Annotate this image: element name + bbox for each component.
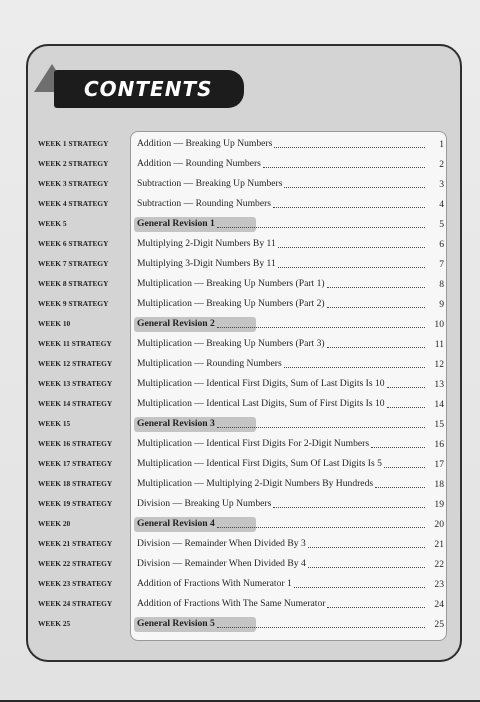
- week-label: [38, 479, 130, 488]
- week-label: [38, 199, 130, 208]
- contents-row: [0, 616, 480, 636]
- topic-title: Subtraction — Breaking Up Numbers: [137, 178, 283, 189]
- week-label: [38, 359, 130, 368]
- week-label: [38, 319, 130, 328]
- page-number: 14: [434, 399, 444, 410]
- page-number: 25: [434, 619, 444, 630]
- contents-row: [0, 356, 480, 376]
- dot-leader: [371, 438, 425, 448]
- week-number: WEEK 1: [38, 139, 67, 148]
- strategy-label: STRATEGY: [68, 159, 109, 168]
- topic-title: Multiplication — Identical First Digits, Sum of Last Digits Is 10: [137, 378, 385, 389]
- dot-leader: [217, 618, 425, 628]
- week-number: WEEK 15: [38, 419, 71, 428]
- page-number: 17: [434, 459, 444, 470]
- week-label: [38, 599, 130, 608]
- page-number: 10: [434, 319, 444, 330]
- page-number: 6: [439, 239, 444, 250]
- contents-row: [0, 336, 480, 356]
- dot-leader: [327, 298, 425, 308]
- dot-leader: [273, 498, 425, 508]
- week-label: [38, 539, 130, 548]
- topic-entry[interactable]: [137, 178, 427, 189]
- week-label: [38, 499, 130, 508]
- dot-leader: [263, 158, 425, 168]
- topic-entry[interactable]: [137, 438, 427, 449]
- week-number: WEEK 5: [38, 219, 67, 228]
- dot-leader: [375, 478, 425, 488]
- week-label: [38, 379, 130, 388]
- topic-entry[interactable]: [137, 318, 427, 329]
- week-number: WEEK 12: [38, 359, 71, 368]
- week-label: [38, 419, 130, 428]
- week-number: WEEK 10: [38, 319, 71, 328]
- strategy-label: STRATEGY: [72, 379, 113, 388]
- dot-leader: [308, 558, 425, 568]
- week-number: WEEK 25: [38, 619, 71, 628]
- week-label: [38, 159, 130, 168]
- contents-row: [0, 576, 480, 596]
- contents-list: [0, 136, 480, 636]
- dot-leader: [384, 458, 425, 468]
- topic-title: General Revision 3: [137, 418, 215, 429]
- topic-title: Division — Breaking Up Numbers: [137, 498, 272, 509]
- week-label: [38, 299, 130, 308]
- contents-row: [0, 236, 480, 256]
- topic-title: Multiplication — Breaking Up Numbers (Part 1): [137, 278, 325, 289]
- week-number: WEEK 23: [38, 579, 71, 588]
- page-number: 13: [434, 379, 444, 390]
- week-label: [38, 339, 130, 348]
- page-number: 9: [439, 299, 444, 310]
- topic-title: Division — Remainder When Divided By 4: [137, 558, 306, 569]
- topic-title: General Revision 1: [137, 218, 215, 229]
- dot-leader: [217, 218, 425, 228]
- week-label: [38, 259, 130, 268]
- week-label: [38, 139, 130, 148]
- page-number: 23: [434, 579, 444, 590]
- topic-entry[interactable]: [137, 238, 427, 249]
- contents-row: [0, 316, 480, 336]
- topic-title: Division — Remainder When Divided By 3: [137, 538, 306, 549]
- dot-leader: [327, 278, 425, 288]
- topic-entry[interactable]: [137, 598, 427, 609]
- topic-entry[interactable]: [137, 618, 427, 629]
- contents-row: [0, 436, 480, 456]
- contents-row: [0, 156, 480, 176]
- topic-entry[interactable]: [137, 478, 427, 489]
- page-number: 20: [434, 519, 444, 530]
- topic-title: Addition — Rounding Numbers: [137, 158, 261, 169]
- topic-title: Addition of Fractions With Numerator 1: [137, 578, 292, 589]
- topic-entry[interactable]: [137, 298, 427, 309]
- dot-leader: [387, 378, 425, 388]
- page-number: 1: [439, 139, 444, 150]
- contents-row: [0, 516, 480, 536]
- strategy-label: STRATEGY: [72, 539, 113, 548]
- contents-header: [34, 60, 214, 112]
- topic-entry[interactable]: [137, 198, 427, 209]
- week-number: WEEK 20: [38, 519, 71, 528]
- page-number: 24: [434, 599, 444, 610]
- topic-entry[interactable]: [137, 258, 427, 269]
- week-number: WEEK 22: [38, 559, 71, 568]
- contents-row: [0, 396, 480, 416]
- week-number: WEEK 16: [38, 439, 71, 448]
- dot-leader: [387, 398, 425, 408]
- week-number: WEEK 11: [38, 339, 70, 348]
- dot-leader: [217, 518, 425, 528]
- dot-leader: [274, 138, 425, 148]
- week-label: [38, 219, 130, 228]
- topic-entry[interactable]: [137, 518, 427, 529]
- contents-row: [0, 376, 480, 396]
- topic-title: Addition — Breaking Up Numbers: [137, 138, 273, 149]
- week-number: WEEK 14: [38, 399, 71, 408]
- contents-row: [0, 216, 480, 236]
- week-number: WEEK 2: [38, 159, 67, 168]
- week-number: WEEK 7: [38, 259, 67, 268]
- week-number: WEEK 13: [38, 379, 71, 388]
- topic-entry[interactable]: [137, 138, 427, 149]
- contents-row: [0, 496, 480, 516]
- strategy-label: STRATEGY: [68, 239, 109, 248]
- dot-leader: [278, 258, 425, 268]
- dot-leader: [284, 178, 425, 188]
- week-number: WEEK 3: [38, 179, 67, 188]
- week-number: WEEK 4: [38, 199, 67, 208]
- page-number: 19: [434, 499, 444, 510]
- week-number: WEEK 18: [38, 479, 71, 488]
- strategy-label: STRATEGY: [72, 499, 113, 508]
- topic-title: Multiplication — Identical Last Digits, Sum of First Digits Is 10: [137, 398, 385, 409]
- page-number: 18: [434, 479, 444, 490]
- strategy-label: STRATEGY: [72, 479, 113, 488]
- topic-entry[interactable]: [137, 498, 427, 509]
- topic-entry[interactable]: [137, 338, 427, 349]
- topic-title: General Revision 4: [137, 518, 215, 529]
- topic-entry[interactable]: [137, 538, 427, 549]
- topic-title: Multiplication — Multiplying 2-Digit Numbers By Hundreds: [137, 478, 374, 489]
- topic-entry[interactable]: [137, 378, 427, 389]
- dot-leader: [308, 538, 425, 548]
- topic-title: Multiplication — Breaking Up Numbers (Part 2): [137, 298, 325, 309]
- topic-title: Addition of Fractions With The Same Numerator: [137, 598, 326, 609]
- page-number: 21: [434, 539, 444, 550]
- page-number: 7: [439, 259, 444, 270]
- page-number: 16: [434, 439, 444, 450]
- strategy-label: STRATEGY: [72, 439, 113, 448]
- week-number: WEEK 9: [38, 299, 67, 308]
- page-number: 11: [434, 339, 444, 350]
- strategy-label: STRATEGY: [68, 199, 109, 208]
- topic-entry[interactable]: [137, 218, 427, 229]
- topic-title: General Revision 2: [137, 318, 215, 329]
- dot-leader: [278, 238, 425, 248]
- page-number: 8: [439, 279, 444, 290]
- page-title: CONTENTS: [84, 77, 213, 101]
- topic-title: Multiplication — Identical First Digits For 2-Digit Numbers: [137, 438, 370, 449]
- strategy-label: STRATEGY: [72, 359, 113, 368]
- topic-title: Multiplication — Breaking Up Numbers (Part 3): [137, 338, 325, 349]
- contents-row: [0, 556, 480, 576]
- week-label: [38, 399, 130, 408]
- strategy-label: STRATEGY: [68, 139, 109, 148]
- dot-leader: [327, 338, 425, 348]
- topic-title: General Revision 5: [137, 618, 215, 629]
- page-number: 12: [434, 359, 444, 370]
- topic-entry[interactable]: [137, 578, 427, 589]
- strategy-label: STRATEGY: [68, 179, 109, 188]
- week-number: WEEK 17: [38, 459, 71, 468]
- topic-entry[interactable]: [137, 458, 427, 469]
- contents-row: [0, 596, 480, 616]
- contents-row: [0, 276, 480, 296]
- page-number: 22: [434, 559, 444, 570]
- week-number: WEEK 6: [38, 239, 67, 248]
- strategy-label: STRATEGY: [72, 459, 113, 468]
- topic-title: Multiplication — Rounding Numbers: [137, 358, 282, 369]
- page-number: 2: [439, 159, 444, 170]
- week-label: [38, 239, 130, 248]
- topic-entry[interactable]: [137, 558, 427, 569]
- week-label: [38, 519, 130, 528]
- page-number: 5: [439, 219, 444, 230]
- topic-entry[interactable]: [137, 158, 427, 169]
- dot-leader: [284, 358, 425, 368]
- topic-entry[interactable]: [137, 278, 427, 289]
- strategy-label: STRATEGY: [72, 579, 113, 588]
- contents-row: [0, 176, 480, 196]
- contents-row: [0, 416, 480, 436]
- week-label: [38, 439, 130, 448]
- strategy-label: STRATEGY: [72, 559, 113, 568]
- strategy-label: STRATEGY: [72, 399, 113, 408]
- topic-entry[interactable]: [137, 398, 427, 409]
- topic-entry[interactable]: [137, 358, 427, 369]
- strategy-label: STRATEGY: [68, 299, 109, 308]
- week-number: WEEK 24: [38, 599, 71, 608]
- week-number: WEEK 21: [38, 539, 71, 548]
- strategy-label: STRATEGY: [72, 599, 113, 608]
- topic-title: Multiplication — Identical First Digits, Sum Of Last Digits Is 5: [137, 458, 382, 469]
- contents-row: [0, 536, 480, 556]
- dot-leader: [217, 418, 425, 428]
- strategy-label: STRATEGY: [68, 279, 109, 288]
- contents-row: [0, 476, 480, 496]
- week-number: WEEK 8: [38, 279, 67, 288]
- dot-leader: [294, 578, 425, 588]
- week-label: [38, 579, 130, 588]
- page-number: 15: [434, 419, 444, 430]
- topic-title: Multiplying 2-Digit Numbers By 11: [137, 238, 276, 249]
- strategy-label: STRATEGY: [68, 259, 109, 268]
- page-number: 3: [439, 179, 444, 190]
- dot-leader: [327, 598, 425, 608]
- week-label: [38, 559, 130, 568]
- contents-row: [0, 296, 480, 316]
- week-number: WEEK 19: [38, 499, 71, 508]
- week-label: [38, 179, 130, 188]
- topic-entry[interactable]: [137, 418, 427, 429]
- week-label: [38, 619, 130, 628]
- week-label: [38, 279, 130, 288]
- contents-row: [0, 456, 480, 476]
- week-label: [38, 459, 130, 468]
- strategy-label: STRATEGY: [71, 339, 112, 348]
- topic-title: Subtraction — Rounding Numbers: [137, 198, 272, 209]
- contents-row: [0, 136, 480, 156]
- dot-leader: [217, 318, 425, 328]
- contents-row: [0, 256, 480, 276]
- contents-row: [0, 196, 480, 216]
- topic-title: Multiplying 3-Digit Numbers By 11: [137, 258, 276, 269]
- page-number: 4: [439, 199, 444, 210]
- dot-leader: [273, 198, 425, 208]
